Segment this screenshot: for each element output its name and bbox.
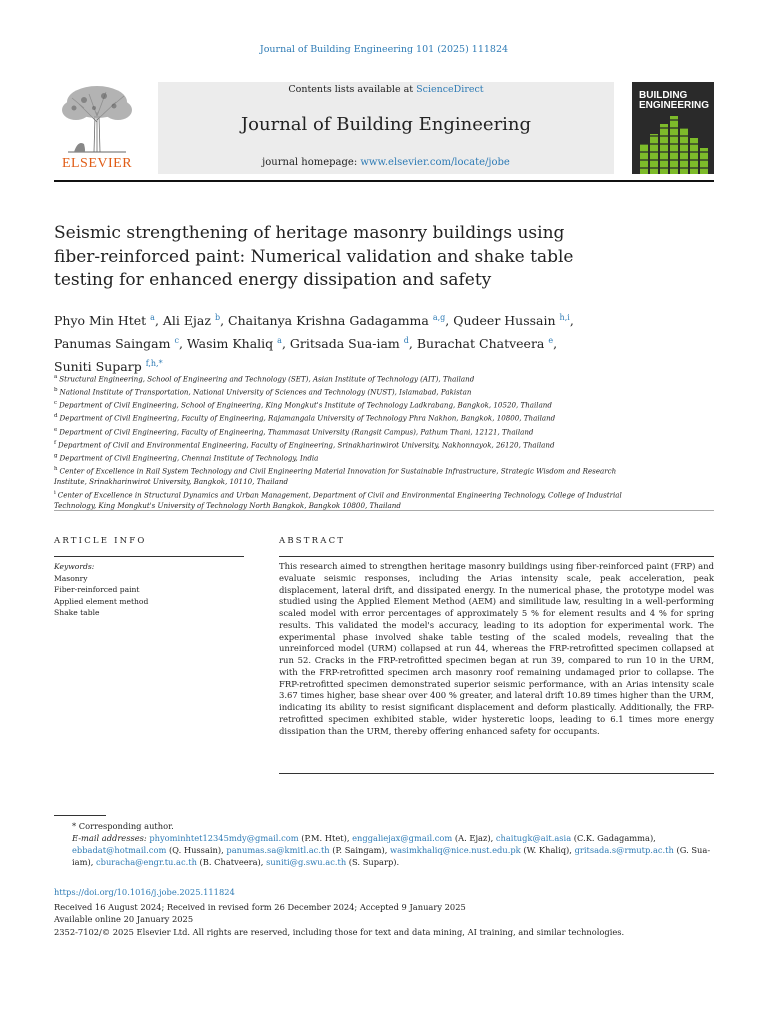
affiliation-item <box>54 425 624 438</box>
author[interactable] <box>290 336 409 351</box>
affiliation-label: c <box>54 400 58 407</box>
author-affiliation-marker[interactable]: b <box>214 313 221 322</box>
abstract-rule <box>279 556 714 557</box>
email-addresses <box>54 832 714 868</box>
email-link[interactable]: cburacha@engr.tu.ac.th <box>95 857 197 867</box>
email-owner: (C.K. Gadagamma), <box>571 833 656 843</box>
email-owner: (P.M. Htet), <box>298 833 350 843</box>
keyword: Fiber-reinforced paint <box>54 585 140 594</box>
affiliation-text: National Institute of Transportation, National University of Sciences and Technology (NUST), Islamabad, Pakistan <box>59 387 472 397</box>
author-name[interactable]: Panumas Saingam <box>54 336 171 352</box>
homepage-prefix: journal homepage: <box>262 157 361 168</box>
author-affiliation-marker[interactable]: a,g <box>432 313 446 322</box>
footnote <box>54 820 714 868</box>
corresponding-author-note: * Corresponding author. <box>72 821 174 831</box>
affiliation-text: Department of Civil and Environmental Engineering, Faculty of Engineering, Srinakharinwirot University, Nakhonnayok, 26120, Thailand <box>58 440 555 450</box>
author-name[interactable]: Burachat Chatveera <box>416 336 545 352</box>
copyright-line: 2352-7102/© 2025 Elsevier Ltd. All rights are reserved, including those for text and data mining, AI training, and similar technologies. <box>54 926 625 937</box>
affiliation-label: a <box>54 374 58 380</box>
journal-cover-thumbnail[interactable] <box>632 82 714 174</box>
keyword: Applied element method <box>54 596 149 606</box>
header-rule <box>54 180 714 182</box>
email-link[interactable]: enggaliejax@gmail.com <box>352 833 453 843</box>
tree-icon <box>54 82 140 154</box>
affiliation-label: i <box>54 490 56 497</box>
article-info-heading: ARTICLE INFO <box>54 536 147 546</box>
author-name[interactable]: Phyo Min Htet <box>54 313 147 329</box>
journal-title: Journal of Building Engineering <box>240 114 532 135</box>
email-owner: (G. Sua-iam), <box>72 845 711 867</box>
email-owner: (P. Saingam), <box>329 845 388 855</box>
email-owner: (S. Suparp). <box>346 857 400 867</box>
abstract-bottom-rule <box>279 773 714 774</box>
contents-prefix: Contents lists available at <box>288 84 417 95</box>
affiliation-item <box>54 411 624 424</box>
affiliation-item <box>54 398 624 411</box>
author-affiliation-marker[interactable]: a <box>150 313 155 322</box>
author-name[interactable]: Suniti Suparp <box>54 359 142 375</box>
affiliation-text: Department of Civil Engineering, Chennai Institute of Technology, India <box>59 453 319 463</box>
affiliation-text: Department of Civil Engineering, Faculty of Engineering, Rajamangala University of Technology Phra Nakhon, Bangkok, 10800, Thailand <box>59 413 556 423</box>
author[interactable] <box>187 336 282 351</box>
affiliation-text: Structural Engineering, School of Engineering and Technology (SET), Asian Institute of Technology (AIT), Thailand <box>59 374 475 384</box>
keyword: Masonry <box>54 573 88 583</box>
author-affiliation-marker[interactable]: c <box>174 336 179 346</box>
author[interactable] <box>228 313 445 328</box>
article-history <box>54 901 714 938</box>
author-affiliation-marker[interactable]: a <box>277 336 282 346</box>
author[interactable] <box>54 313 155 328</box>
history-online: Available online 20 January 2025 <box>54 914 194 925</box>
email-owner: (A. Ejaz), <box>452 833 494 843</box>
journal-reference-link[interactable]: Journal of Building Engineering 101 (2025) 111824 <box>259 44 509 55</box>
affiliation-text: Center of Excellence in Rail System Technology and Civil Engineering Material Innovation for Sustainable Infrastructure, Strategic Wisdom and Research Institute, Srinakharinwirot University, Bangkok, 10110, Thailand <box>54 466 617 487</box>
author-name[interactable]: Wasim Khaliq <box>186 336 274 352</box>
author-name[interactable]: Qudeer Hussain <box>453 313 556 329</box>
affiliation-item <box>54 464 624 488</box>
cover-title-line1: BUILDING <box>639 90 688 101</box>
affiliation-item <box>54 488 624 512</box>
doi-link[interactable]: https://doi.org/10.1016/j.jobe.2025.111824 <box>54 887 235 897</box>
affiliation-rule <box>54 510 714 511</box>
affiliation-list <box>54 372 624 512</box>
affiliation-text: Department of Civil Engineering, Faculty of Engineering, Thammasat University (Rangsit Campus), Pathum Thani, 12121, Thailand <box>59 426 534 436</box>
history-received: Received 16 August 2024; Received in revised form 26 December 2024; Accepted 9 January 2025 <box>54 902 466 912</box>
affiliation-label: e <box>54 426 58 433</box>
author-list: Phyo Min Htet $^a$, Ali Ejaz $^b$, Chaitanya Krishna Gadagamma $^{a,g}$, Qudeer Hussain $^{h,i}$, Panumas Saingam $^c$, Wasim Khaliq $^a$, Gritsada Sua-iam $^d$, Burachat Chatveera $^e$, Suniti Suparp $^{f,h,*}$ <box>54 313 574 375</box>
elsevier-wordmark: ELSEVIER <box>61 156 133 171</box>
email-link[interactable]: ebbadat@hotmail.com <box>72 845 167 855</box>
affiliation-text: Center of Excellence in Structural Dynamics and Urban Management, Department of Civil and Environmental Engineering Technology, College of Industrial Technology, King Mongkut's University of Technology North Bangkok, Bangkok 10800, Thailand <box>54 490 622 511</box>
affiliation-label: h <box>54 466 58 473</box>
email-label: E-mail addresses: <box>72 833 147 843</box>
affiliation-label: b <box>54 387 58 394</box>
author-name[interactable]: Ali Ejaz <box>162 313 211 329</box>
affiliation-item <box>54 451 624 464</box>
footnote-rule <box>54 815 106 816</box>
email-link[interactable]: panumas.sa@kmitl.ac.th <box>226 845 330 855</box>
keywords-list <box>54 573 244 619</box>
author[interactable] <box>54 336 179 351</box>
abstract-heading: ABSTRACT <box>279 536 346 546</box>
email-owner: (B. Chatveera), <box>196 857 264 867</box>
author[interactable] <box>163 313 220 328</box>
homepage-line <box>158 157 614 168</box>
author-affiliation-marker[interactable]: e <box>548 336 554 346</box>
email-link[interactable]: gritsada.s@rmutp.ac.th <box>574 845 674 855</box>
cover-graphic <box>632 82 714 174</box>
affiliation-item <box>54 438 624 451</box>
author[interactable] <box>417 336 553 351</box>
homepage-link[interactable]: www.elsevier.com/locate/jobe <box>360 157 510 168</box>
affiliation-text: Department of Civil Engineering, School of Engineering, King Mongkut's Institute of Technology Ladkrabang, Bangkok, 10520, Thailand <box>59 400 552 410</box>
author-affiliation-marker[interactable]: h,i <box>559 313 570 322</box>
abstract-text: This research aimed to strengthen heritage masonry buildings using fiber-reinforced paint (FRP) and evaluate seismic responses, including the Arias intensity scale, peak acceleration, peak displacement, lateral drift, and dissipated energy. In the numerical phase, the prototype model was studied using the Applied Element Method (AEM) and similitude law, resulting in a well-performing scaled model with error percentages of approximately 5 % for element results and 4 % for spring results. This validated the model's accuracy, leading to its adoption for experimental work. The experimental phase involved shake table testing of the scaled models, revealing that the unreinforced model (URM) collapsed at run 44, whereas the FRP-retrofitted specimen collapsed at run 52. Cracks in the FRP-retrofitted specimen began at run 39, compared to run 10 in the URM, with the FRP-retrofitted specimen arch masonry roof remaining undamaged prior to collapse. The FRP-retrofitted specimen demonstrated superior seismic performance, with an Arias intensity scale 3.67 times higher, base shear over 400 % greater, and lateral drift 10.89 times higher than the URM, indicating its ability to resist significant displacement and deform plastically. Additionally, the FRP-retrofitted specimen exhibited stable, wider hysteretic loops, leading to 6.1 times more energy dissipation than the URM, thereby offering enhanced safety for occupants. <box>279 561 714 736</box>
author[interactable] <box>453 313 570 328</box>
affiliation-item <box>54 372 624 385</box>
email-link[interactable]: wasimkhaliq@nice.nust.edu.pk <box>389 845 521 855</box>
email-link[interactable]: chaitugk@ait.asia <box>495 833 572 843</box>
article-title: Seismic strengthening of heritage masonry buildings using fiber-reinforced paint: Numerical validation and shake table testing for enhanced energy dissipation and safety <box>54 223 574 290</box>
affiliation-label: g <box>54 452 58 459</box>
cover-title-line2: ENGINEERING <box>639 100 710 111</box>
email-owner: (Q. Hussain), <box>166 845 224 855</box>
keywords-label: Keywords: <box>54 562 95 571</box>
affiliation-label: f <box>54 439 57 446</box>
author-name[interactable]: Gritsada Sua-iam <box>289 336 400 352</box>
author-name[interactable]: Chaitanya Krishna Gadagamma <box>228 313 429 329</box>
author-affiliation-marker[interactable]: d <box>403 336 409 346</box>
email-owner: (W. Khaliq), <box>520 845 572 855</box>
email-link[interactable]: phyominhtet12345mdy@gmail.com <box>149 833 299 843</box>
email-link[interactable]: suniti@g.swu.ac.th <box>266 857 347 867</box>
contents-line <box>158 84 614 95</box>
author-affiliation-marker[interactable]: f,h,* <box>145 359 163 369</box>
keyword: Shake table <box>54 608 100 617</box>
affiliation-label: d <box>54 413 58 420</box>
article-info-rule <box>54 556 244 557</box>
affiliation-item <box>54 385 624 398</box>
keywords-block <box>54 561 244 619</box>
sciencedirect-link[interactable]: ScienceDirect <box>416 84 484 95</box>
